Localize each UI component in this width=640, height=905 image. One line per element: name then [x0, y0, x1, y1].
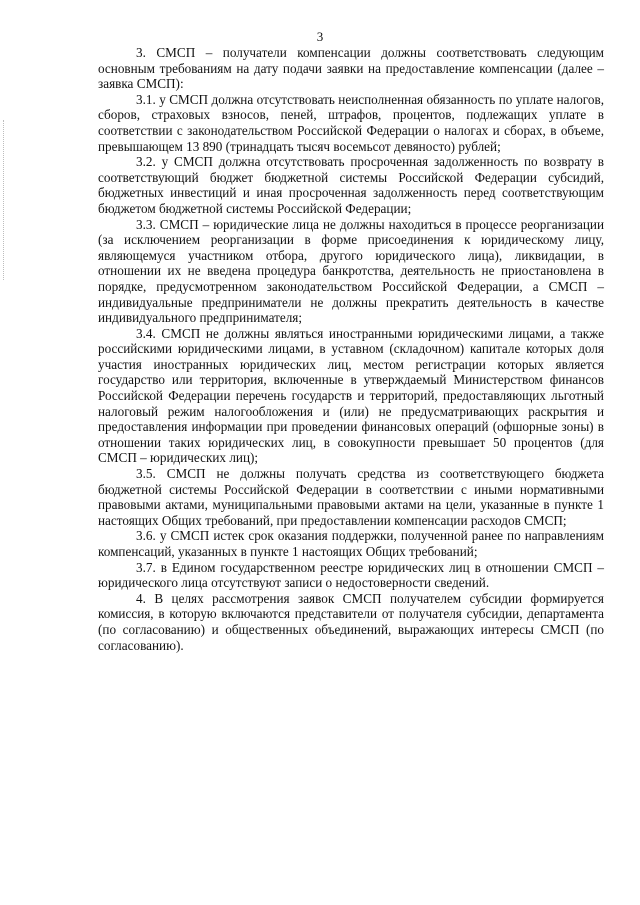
page-number: 3: [316, 29, 324, 44]
paragraph-3-2: 3.2. у СМСП должна отсутствовать просроченная задолженность по возврату в соответствующий бюджет бюджетной системы Российской Федерации субсидий, бюджетных инвестиций и иная просроченная задолженность перед соответствующим бюджетом бюджетной системы Российской Федерации;: [98, 154, 604, 216]
paragraph-3-3: 3.3. СМСП – юридические лица не должны находиться в процессе реорганизации (за исключением реорганизации в форме присоединения к юридическому лицу, являющемуся участником отбора, другого юридического лица), ликвидации, в отношении их не введена процедура банкротства, деятельность не приостановлена в порядке, предусмотренном законодательством Российской Федерации, а СМСП – индивидуальные предприниматели не должны прекратить деятельность в качестве индивидуального предпринимателя;: [98, 216, 604, 326]
paragraph-3-5: 3.5. СМСП не должны получать средства из соответствующего бюджета бюджетной системы Российской Федерации в соответствии с иными нормативными правовыми актами, муниципальными правовыми актами на цели, указанные в пункте 1 настоящих Общих требований, при предоставлении компенсации расходов СМСП;: [98, 466, 604, 528]
paragraph-3-1: 3.1. у СМСП должна отсутствовать неисполненная обязанность по уплате налогов, сборов, страховых взносов, пеней, штрафов, процентов, подлежащих уплате в соответствии с законодательством Российской Федерации о налогах и сборах, в объеме, превышающем 13 890 (тринадцать тысяч восемьсот девяносто) рублей;: [98, 91, 604, 154]
scan-margin-marks: [3, 120, 6, 280]
paragraph-3: 3. СМСП – получатели компенсации должны соответствовать следующим основным требованиям на дату подачи заявки на предоставление компенсации (далее – заявка СМСП):: [98, 45, 604, 92]
paragraph-3-4: 3.4. СМСП не должны являться иностранными юридическими лицами, а также российскими юридическими лицами, в уставном (складочном) капитале которых доля участия иностранных юридических лиц, местом регистрации которых является государство или территория, включенные в утверждаемый Министерством финансов Российской Федерации перечень государств и территорий, предоставляющих льготный налоговый режим налогообложения и (или) не предусматривающих раскрытия и предоставления информации при проведении финансовых операций (офшорные зоны) в отношении таких юридических лиц, в совокупности превышает 50 процентов (для СМСП – юридических лиц);: [98, 325, 604, 466]
paragraph-3-7: 3.7. в Едином государственном реестре юридических лиц в отношении СМСП – юридического лица отсутствуют записи о недостоверности сведений.: [98, 559, 604, 591]
paragraph-3-6: 3.6. у СМСП истек срок оказания поддержки, полученной ранее по направлениям компенсаций, указанных в пункте 1 настоящих Общих требований;: [98, 528, 604, 559]
paragraph-4: 4. В целях рассмотрения заявок СМСП получателем субсидии формируется комиссия, в которую включаются представители от получателя субсидии, департамента (по согласованию) и общественных объединений, выражающих интересы СМСП (по согласованию).: [98, 590, 604, 653]
document-body: [98, 45, 604, 653]
